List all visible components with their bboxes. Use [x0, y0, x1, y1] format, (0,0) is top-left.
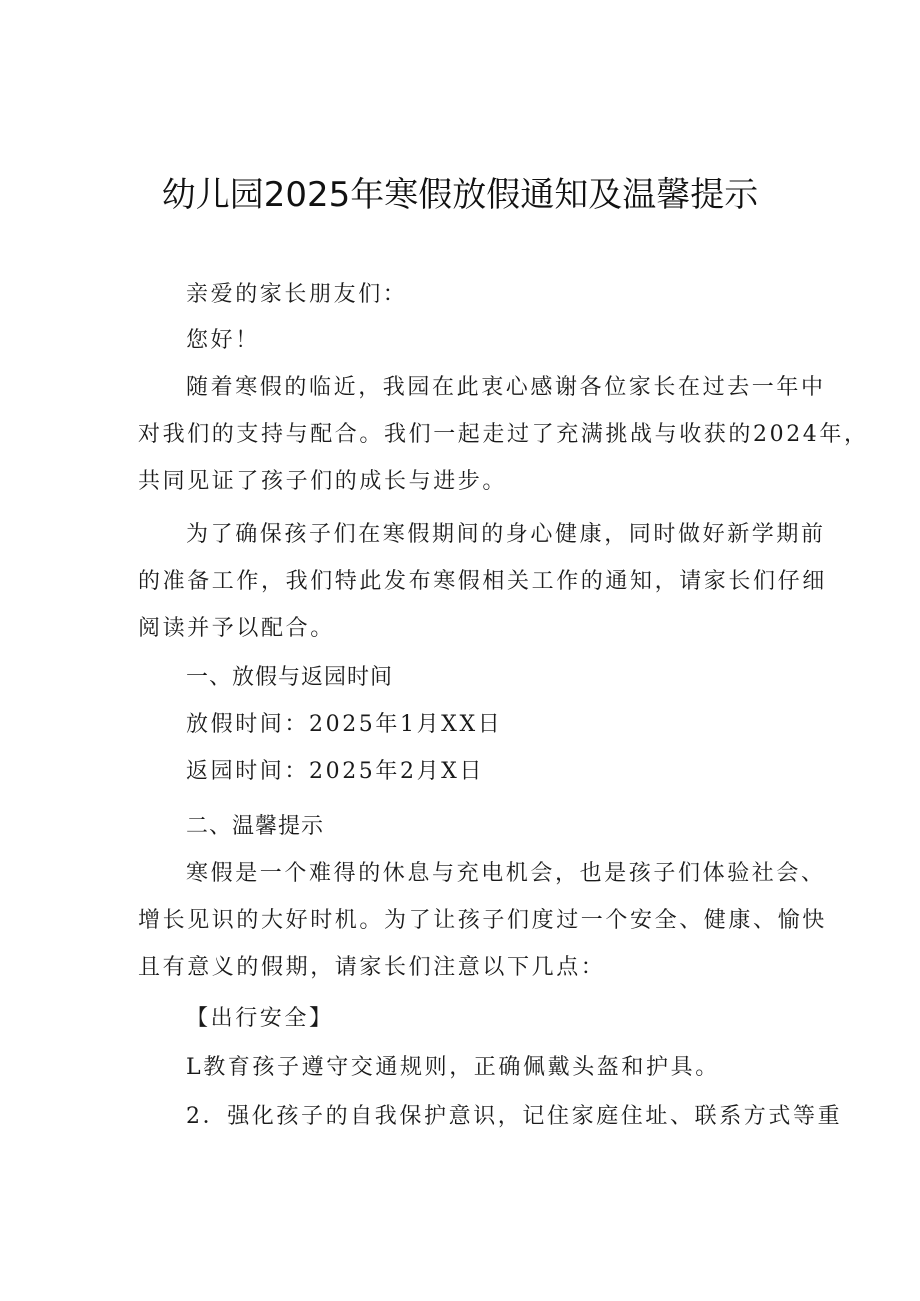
salutation: 您好！: [186, 328, 260, 353]
list-item-1: L教育孩子遵守交通规则，正确佩戴头盔和护具。: [186, 1055, 720, 1080]
paragraph1-line1: 随着寒假的临近，我园在此衷心感谢各位家长在过去一年中: [186, 375, 826, 400]
list-item-2: 2．强化孩子的自我保护意识，记住家庭住址、联系方式等重: [186, 1104, 843, 1129]
section1-heading: 一、放假与返园时间: [186, 665, 394, 690]
paragraph2-line3: 阅读并予以配合。: [138, 616, 335, 641]
paragraph2-line1: 为了确保孩子们在寒假期间的身心健康，同时做好新学期前: [186, 522, 826, 547]
paragraph1-line2: 对我们的支持与配合。我们一起走过了充满挑战与收获的2024年，: [138, 422, 869, 447]
section2-line3: 且有意义的假期，请家长们注意以下几点：: [138, 955, 606, 980]
paragraph2-line2: 的准备工作，我们特此发布寒假相关工作的通知，请家长们仔细: [138, 569, 827, 594]
section2-heading: 二、温馨提示: [186, 814, 325, 839]
paragraph1-line3: 共同见证了孩子们的成长与进步。: [138, 469, 508, 494]
return-time: 返园时间：2025年2月X日: [186, 759, 485, 784]
section2-line2: 增长见识的大好时机。为了让孩子们度过一个安全、健康、愉快: [138, 908, 827, 933]
greeting: 亲爱的家长朋友们：: [186, 282, 408, 307]
document-title: 幼儿园2025年寒假放假通知及温馨提示: [161, 175, 759, 215]
travel-safety-subheading: 【出行安全】: [186, 1006, 334, 1031]
section2-line1: 寒假是一个难得的休息与充电机会，也是孩子们体验社会、: [186, 861, 826, 886]
leave-time: 放假时间：2025年1月XX日: [186, 712, 503, 737]
